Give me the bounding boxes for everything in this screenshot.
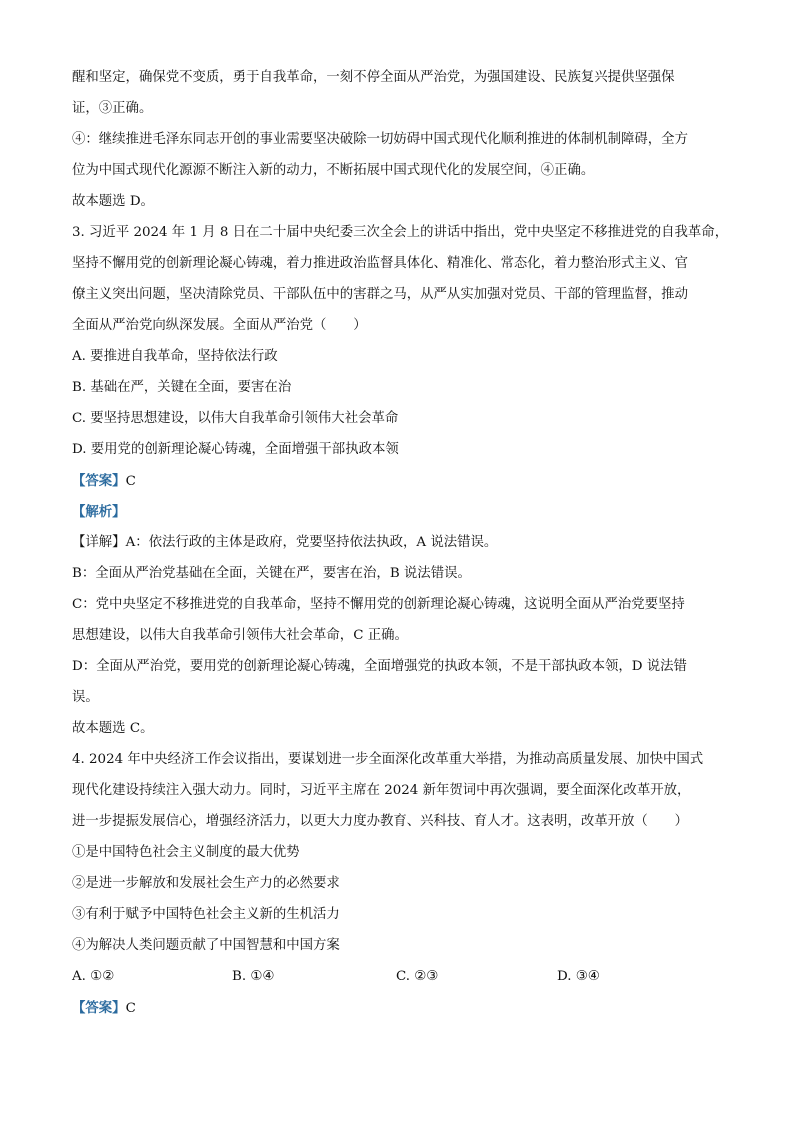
option-b: B. 基础在严，关键在全面，要害在治 [72, 380, 292, 395]
answer-tag: 【答案】 [72, 473, 126, 489]
paragraph-line: 故本题选 D。 [72, 194, 154, 209]
option-a: A. 要推进自我革命，坚持依法行政 [72, 349, 278, 364]
paragraph-line: 证，③正确。 [72, 101, 153, 116]
answer-line [72, 998, 136, 1019]
option-d: D. 要用党的创新理论凝心铸魂，全面增强干部执政本领 [72, 442, 399, 457]
paragraph-line: ④：继续推进毛泽东同志开创的事业需要坚决破除一切妨碍中国式现代化顺利推进的体制机制障碍，全方 [72, 132, 688, 147]
detail-line: D：全面从严治党，要用党的创新理论凝心铸魂，全面增强党的执政本领，不是干部执政本领，D 说法错 [72, 659, 687, 674]
detail-line: 误。 [72, 690, 99, 705]
detail-line: 思想建设，以伟大自我革命引领伟大社会革命，C 正确。 [72, 628, 408, 643]
detail-tag: 【详解】 [72, 535, 126, 550]
answer-value: C [125, 474, 136, 489]
answer-tag: 【答案】 [72, 1000, 126, 1016]
statement-4: ④为解决人类问题贡献了中国智慧和中国方案 [72, 938, 340, 953]
option-a: A. ①② [72, 969, 115, 984]
analysis-tag: 【解析】 [72, 504, 126, 520]
question-3-stem: 坚持不懈用党的创新理论凝心铸魂，着力推进政治监督具体化、精准化、常态化，着力整治形式主义、官 [72, 256, 688, 271]
answer-value: C [125, 1001, 136, 1016]
option-b: B. ①④ [232, 969, 275, 984]
paragraph-line: 位为中国式现代化源源不断注入新的动力，不断拓展中国式现代化的发展空间，④正确。 [72, 163, 595, 178]
detail-line: B：全面从严治党基础在全面，关键在严，要害在治，B 说法错误。 [72, 566, 471, 581]
statement-2: ②是进一步解放和发展社会生产力的必然要求 [72, 876, 340, 891]
analysis-line [72, 502, 126, 523]
paragraph-line: 醒和坚定，确保党不变质，勇于自我革命，一刻不停全面从严治党，为强国建设、民族复兴提供坚强保 [72, 70, 675, 85]
question-4-stem: 4. 2024 年中央经济工作会议指出，要谋划进一步全面深化改革重大举措，为推动高质量发展、加快中国式 [72, 752, 704, 767]
detail-line [72, 533, 497, 553]
answer-line [72, 471, 136, 492]
option-c: C. 要坚持思想建设，以伟大自我革命引领伟大社会革命 [72, 411, 399, 426]
detail-text: A：依法行政的主体是政府，党要坚持依法执政，A 说法错误。 [125, 535, 498, 550]
question-3-stem: 僚主义突出问题，坚决清除党员、干部队伍中的害群之马，从严从实加强对党员、干部的管理监督，推动 [72, 287, 688, 302]
question-3-stem: 3. 习近平 2024 年 1 月 8 日在二十届中央纪委三次全会上的讲话中指出，党中央坚定不移推进党的自我革命， [72, 225, 729, 240]
question-3-stem: 全面从严治党向纵深发展。全面从严治党（ ） [72, 318, 367, 333]
detail-line: C：党中央坚定不移推进党的自我革命，坚持不懈用党的创新理论凝心铸魂，这说明全面从严治党要坚持 [72, 597, 685, 612]
question-4-stem: 进一步提振发展信心，增强经济活力，以更大力度办教育、兴科技、育人才。这表明，改革开放（ ） [72, 814, 688, 829]
option-c: C. ②③ [396, 969, 439, 984]
conclusion-line: 故本题选 C。 [72, 721, 154, 736]
question-4-stem: 现代化建设持续注入强大动力。同时，习近平主席在 2024 新年贺词中再次强调，要全面深化改革开放， [72, 783, 691, 798]
option-d: D. ③④ [557, 969, 600, 984]
statement-3: ③有利于赋予中国特色社会主义新的生机活力 [72, 907, 340, 922]
statement-1: ①是中国特色社会主义制度的最大优势 [72, 845, 300, 860]
